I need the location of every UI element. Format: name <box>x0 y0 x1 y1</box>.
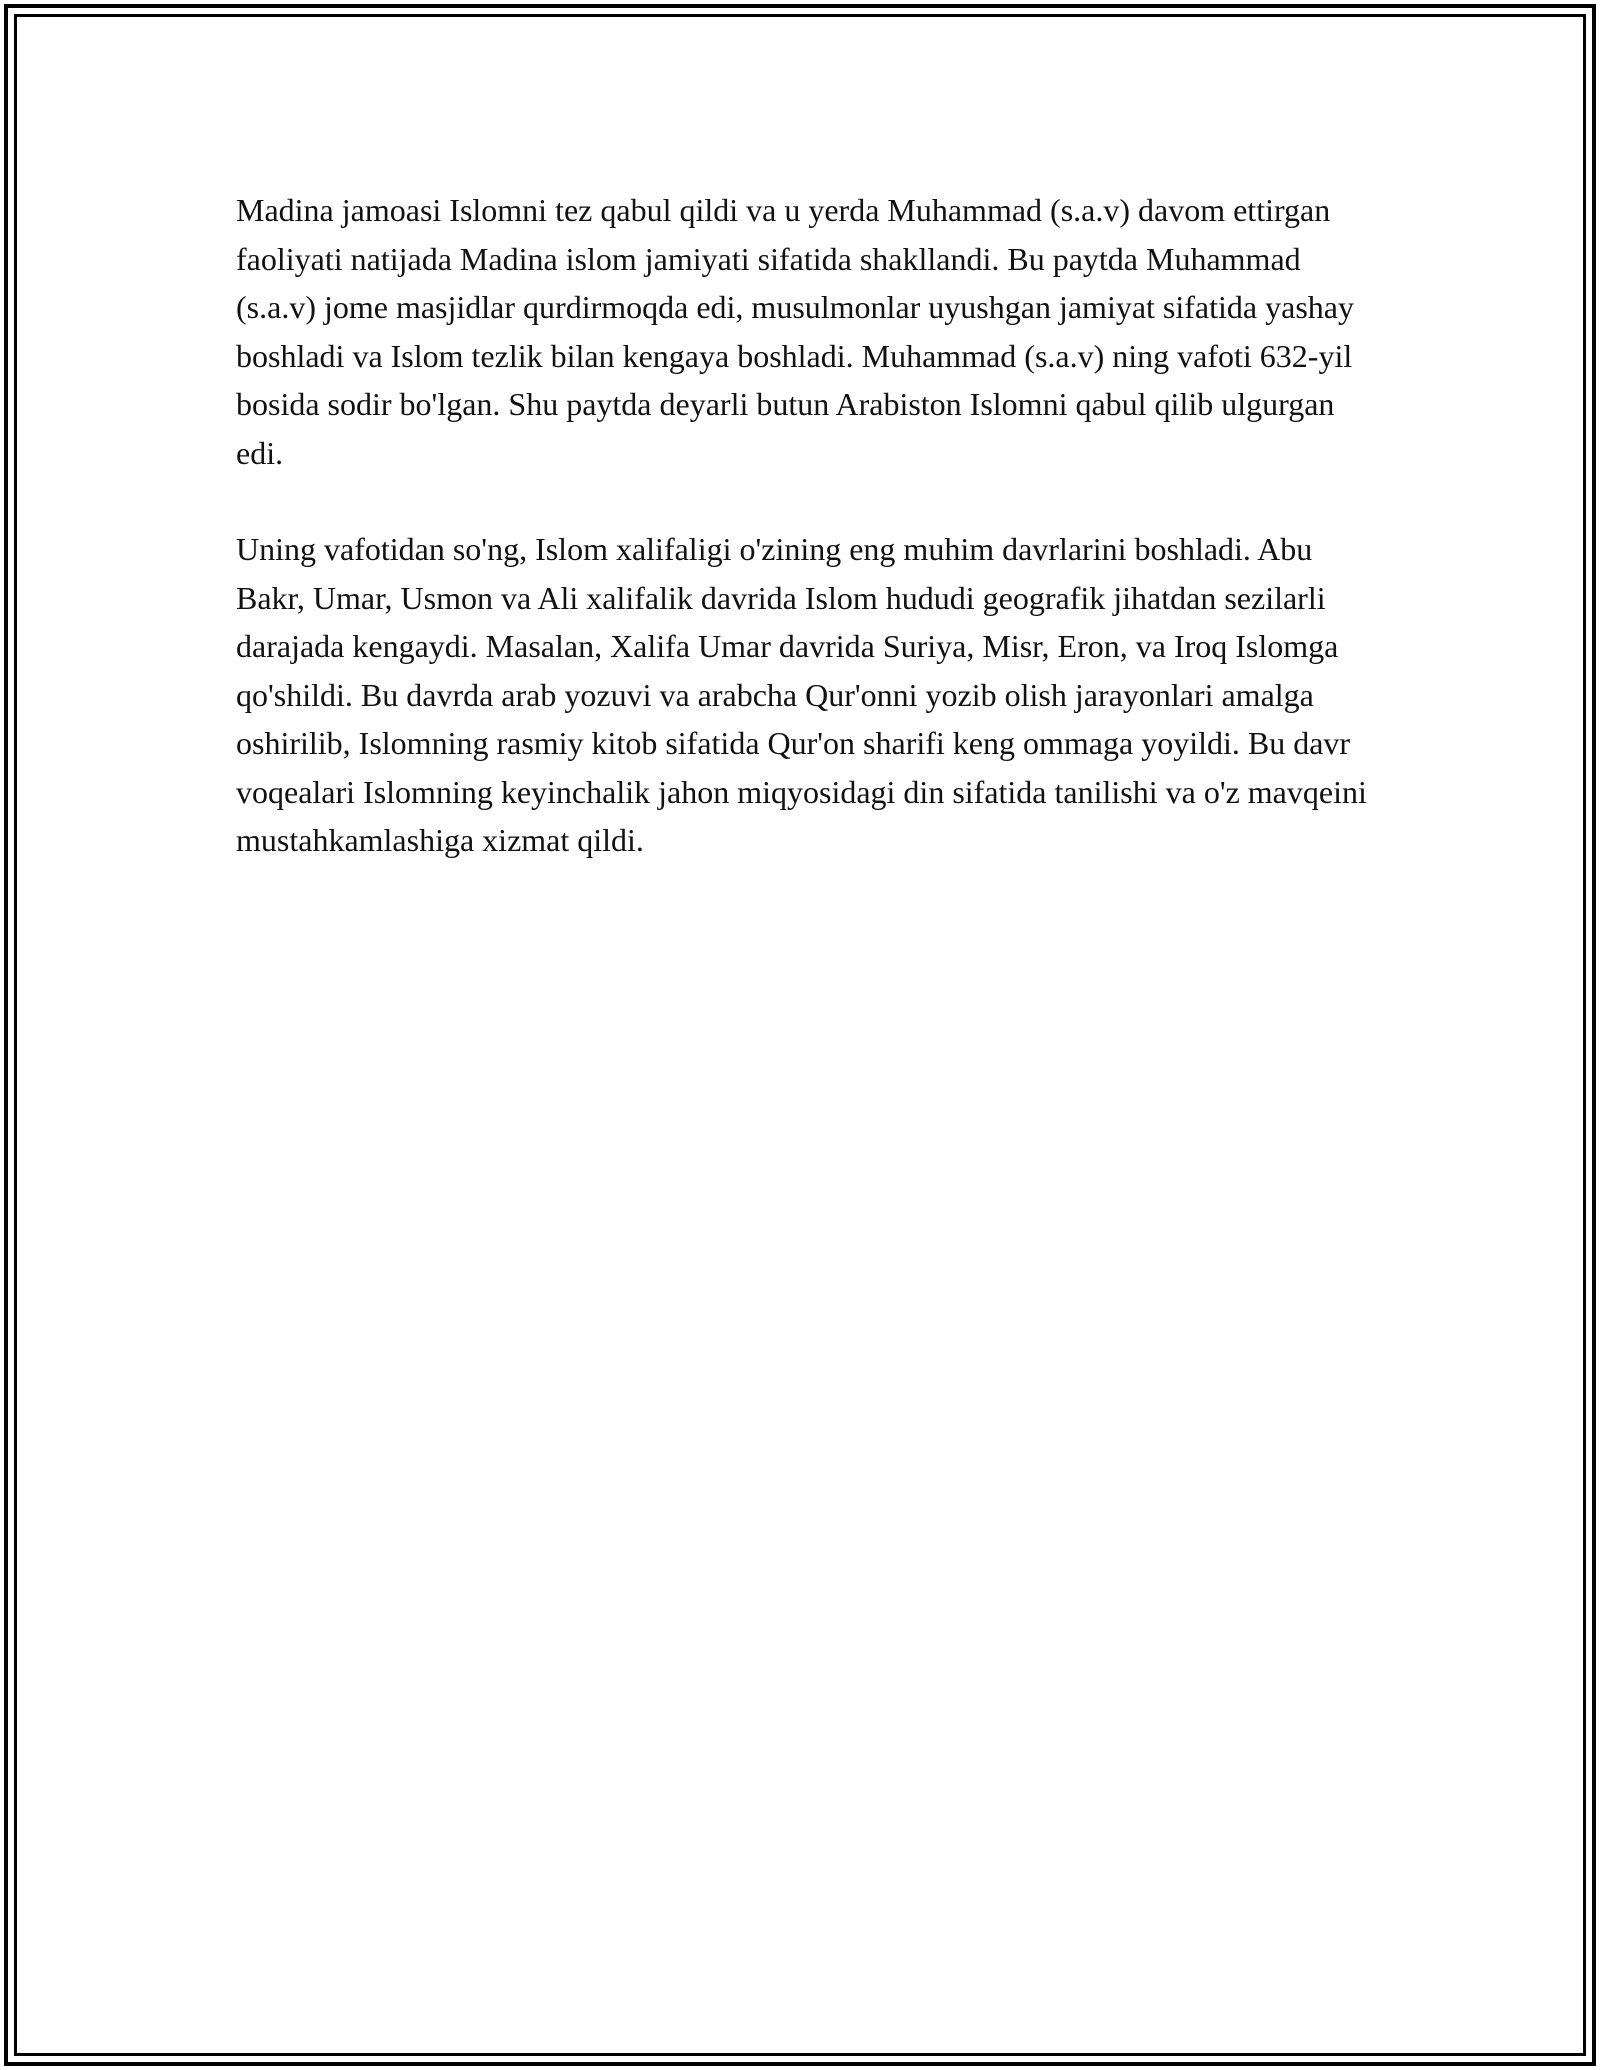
document-body <box>236 186 1372 913</box>
paragraph-2: Uning vafotidan so'ng, Islom xalifaligi o'zining eng muhim davrlarini boshladi. Abu Bakr, Umar, Usmon va Ali xalifalik davrida Islom hududi geografik jihatdan sezilarli darajada kengaydi. Masalan, Xalifa Umar davrida Suriya, Misr, Eron, va Iroq Islomga qo'shildi. Bu davrda arab yozuvi va arabcha Qur'onni yozib olish jarayonlari amalga oshirilib, Islomning rasmiy kitob sifatida Qur'on sharifi keng ommaga yoyildi. Bu davr voqealari Islomning keyinchalik jahon miqyosidagi din sifatida tanilishi va o'z mavqeini mustahkamlashiga xizmat qildi. <box>236 531 1367 858</box>
paragraph-1: Madina jamoasi Islomni tez qabul qildi va u yerda Muhammad (s.a.v) davom ettirgan faoliyati natijada Madina islom jamiyati sifatida shakllandi. Bu paytda Muhammad (s.a.v) jome masjidlar qurdirmoqda edi, musulmonlar uyushgan jamiyat sifatida yashay boshladi va Islom tezlik bilan kengaya boshladi. Muhammad (s.a.v) ning vafoti 632-yil bosida sodir bo'lgan. Shu paytda deyarli butun Arabiston Islomni qabul qilib ulgurgan edi. <box>236 192 1354 471</box>
